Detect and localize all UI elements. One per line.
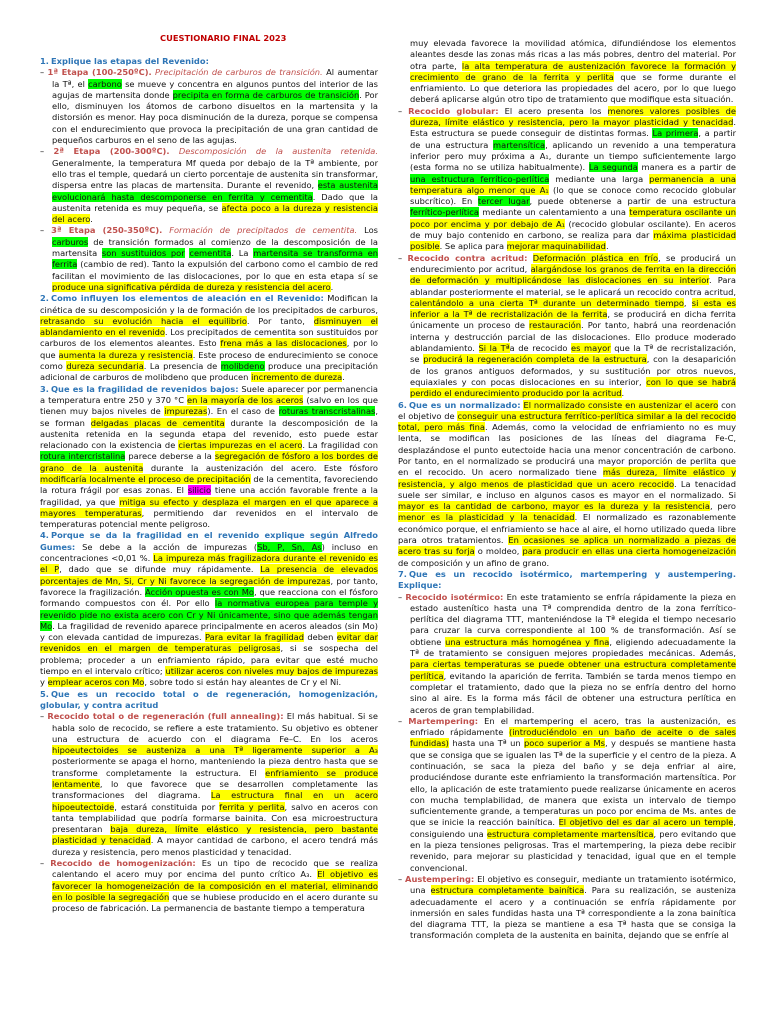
recocido-total: – Recocido total o de regeneración (full annealing): El más habitual. Si se habla solo de recocido, se refiere a este tratamiento. Su objetivo es obtener una estructura de acuerdo con el diagrama Fe–C. En los aceros hipoeutectoides se austeniza a una Tª ligeramente superior a A₃ posteriormente se apaga el horno, manteniendo la pieza dentro hasta que se transforme completamente la estructura. El enfriamiento se produce lentamente, lo que favorece que se desarrollen completamente las transformaciones del diagrama. La estructura final en un acero hipoeutectoide, estará constituida por ferrita y perlita, salvo en aceros con tanta templabilidad que podría formarse bainita. Con esa microestructura presentaran baja dureza, límite elástico y resistencia, pero bastante plasticidad y tenacidad. A mayor cantidad de carbono, el acero tendrá más dureza y resistencia, pero menos plasticidad y tenacidad. bbox=[40, 711, 379, 857]
document-title: CUESTIONARIO FINAL 2023 bbox=[160, 33, 287, 43]
question-2: 2. Como influyen los elementos de aleación en el Revenido: Modifican la cinética de su descomposición y la de formación de los precipitados de carburos, retrasando su evolución hacia el equilibrio. Por tanto, disminuyen el ablandamiento en el revenido. Los precipitados de cementita son sustituidos por carburos de los elementos aleantes. Esto frena más a las dislocaciones, por lo que aumenta la dureza y resistencia. Este proceso de endurecimiento se conoce como dureza secundaria. La presencia de molibdeno produce una precipitación adicional de carburos de molibdeno que producen incremento de dureza. bbox=[40, 293, 379, 383]
etapa-2: – 2ª Etapa (200-300ºC). Descomposición de la austenita retenida. Generalmente, la temperatura Mf queda por debajo de la Tª ambiente, por ello tras el temple, quedará un cierto porcentaje de austenita sin transformar, dispersa entre las placas de martensita. Durante el revenido, esta austenita evolucionará hasta descomponerse en ferrita y cementita. Dado que la austenita retenida es muy pequeña, se afecta poco a la dureza y resistencia del acero. bbox=[40, 146, 379, 225]
austempering: – Austempering: El objetivo es conseguir, mediante un tratamiento isotérmico, una estructura completamente bainítica. Para su realización, se austeniza adecuadamente el acero y a continuación se enfría rápidamente por inmersión en sales fundidas hasta una Tª correspondiente a la zona bainítica del diagrama TTT, la pieza se mantiene a esa Tª hasta que se consiga la transformación completa de la austenita en bainita, dejando que se enfríe al bbox=[398, 873, 737, 941]
etapa-1: – 1ª Etapa (100-250ºC). Precipitación de carburos de transición. Al aumentar la Tª, el carbono se mueve y concentra en algunos puntos del interior de las agujas de martensita donde precipita en forma de carburos de transición. Por ello, disminuyen los átomos de carbono disueltos en la martensita y la distorsión es menor. Hay poca disminución de la dureza, porque se compensa con el endurecimiento que provoca la precipitación de una gran cantidad de pequeños carburos en el seno de las agujas. bbox=[40, 67, 379, 146]
martempering: – Martempering: En el martempering el acero, tras la austenización, es enfriado rápidamente (introduciéndolo en un baño de aceite o de sales fundidas) hasta una Tª un poco superior a Ms, y después se mantiene hasta que se consiga que se igualen las Tª de la superficie y el centro de la pieza. A continuación, se saca la pieza del baño y se deja enfriar al aire, produciéndose durante este enfriamiento la transformación martensítica. Por ello, la aplicación de este tratamiento puede realizarse únicamente en aceros con mucha templabilidad, de manera que exista un intervalo de tiempo suficientemente grande, a temperaturas un poco por encima de Ms. antes de que se inicie la reacción bainítica. El objetivo del es dar al acero un temple, consiguiendo una estructura completamente martensítica, pero evitando que en la pieza tensiones peligrosas. Tras el martempering, la pieza debe recibir revenido, para mejorar su plasticidad y tenacidad, igual que en el temple convencional. bbox=[398, 715, 737, 873]
question-5: 5. Que es un recocido total o de regeneración, homogenización, globular, y contra acritud bbox=[40, 688, 378, 710]
recocido-homogenizacion: – Recocido de homogenización: Es un tipo de recocido que se realiza calentando el acero muy por encima del punto crítico A₃. El objetivo es favorecer la homogeneización de la composición en el material, eliminando en lo posible la segregación que se hubiese producido en el acero durante su proceso de fabricación. La permanencia de bastante tiempo a temperatura bbox=[40, 858, 379, 914]
recocido-contra-acritud: – Recocido contra acritud: Deformación plástica en frío, se producirá un endurecimiento por acritud, alargándose los granos de ferrita en la dirección de deformación y multiplicándose las dislocaciones en su interior. Para ablandar posteriormente el material, se le aplicará un recocido contra acritud, calentándolo a una cierta Tª durante un determinado tiempo, si esta es inferior a la Tª de recristalización de la ferrita, se producirá en dicha ferrita únicamente un proceso de restauración. Por tanto, habrá una reordenación interna y destrucción parcial de las dislocaciones. Ello produce moderado ablandamiento. Si la Tªa de recocido es mayor que la Tª de recristalización, se producirá la regeneración completa de la estructura, con la desaparición de los granos antiguos deformados, y su sustitución por otros nuevos, equiaxiales y con pocas dislocaciones en su interior, con lo que se habrá perdido el endurecimiento producido por la acritud. bbox=[398, 252, 737, 399]
recocido-isotermico: – Recocido isotérmico: En este tratamiento se enfría rápidamente la pieza en estado austenítico hasta una Tª comprendida dentro de la zona ferrítico-perlítica del diagrama TTT, manteniéndose la Tª elegida el tiempo necesario para cruzar la curva correspondiente al 100 % de transformación. Así se obtiene una estructura más homogénea y fina, eligiendo adecuadamente la Tª de tratamiento se consiguen mejores propiedades mecánicas. Además, para ciertas temperaturas se puede obtener una estructura completamente perlítica, evitando la aparición de ferrita. También se tarda menos tiempo en completar el tratamiento, dado que la pieza no se enfría dentro del horno sino al aire. Es la forma más fácil de obtener una estructura perlítica en aceros de gran templabilidad. bbox=[398, 591, 736, 715]
question-1: 1. Explique las etapas del Revenido: bbox=[40, 56, 209, 66]
recocido-homogenizacion-cont: muy elevada favorece la movilidad atómica, difundiéndose los elementos aleantes desde las zonas más ricas a las más pobres, dentro del material. Por otra parte, la alta temperatura de austenización favorece la formación y crecimiento de grano de la ferrita y perlita que se forme durante el enfriamiento. Lo que deteriora las propiedades del acero, por lo que luego deberá aplicarse algún otro tipo de tratamiento que modifique esta situación. bbox=[410, 38, 737, 105]
question-6: 6. Que es un normalizado: El normalizado consiste en austenizar el acero con el objetivo de conseguir una estructura ferrítico-perlítica similar a la del recocido total, pero más fina. Además, como la velocidad de enfriamiento no es muy lenta, se modifican las posiciones de las líneas del diagrama Fe-C, desplazándose el punto eutectoide hacia una menor concentración de carbono. Por tanto, en el normalizado se producirá una mayor proporción de perlita que en el recocido. Un acero normalizado tiene más dureza, límite elástico y resistencia, y algo menos de plasticidad que un acero recocido. La tenacidad suele ser similar, e incluso en algunos casos es mayor en el normalizado. Si mayor es la cantidad de carbono, mayor es la dureza y la resistencia, pero menor es la plasticidad y la tenacidad. El normalizado es razonablemente económico porque, el enfriamiento se hace al aire, el horno utilizado queda libre para otros tratamientos. En ocasiones se aplica un normalizado a piezas de acero tras su forja o moldeo, para producir en ellas una cierta homogeneización de composición y un afino de grano. bbox=[398, 399, 737, 568]
recocido-globular: – Recocido globular: El acero presenta los menores valores posibles de dureza, límite elástico y resistencia, pero la mayor plasticidad y tenacidad. Esta estructura se puede conseguir de distintas formas. La primera, a partir de una estructura martensítica, aplicando un revenido a una temperatura inferior pero muy próxima a A₁, durante un tiempo suficientemente largo (esta forma no se utiliza habitualmente). La segunda manera es a partir de una estructura ferrítico-perlítica mediante una larga permanencia a una temperatura algo menor que A₁ (lo que se conoce como recocido globular subcrítico). En tercer lugar, puede obtenerse a partir de una estructura ferrítico-perlítica mediante un calentamiento a una temperatura oscilante un poco por encima y por debajo de A₁ (recocido globular oscilante). En aceros de muy bajo contenido en carbono, se realiza para dar máxima plasticidad posible. Se aplica para mejorar maquinabilidad. bbox=[398, 105, 737, 252]
left-column bbox=[40, 56, 378, 915]
question-7: 7. Que es un recocido isotérmico, martempering y austempering. Explique: bbox=[398, 568, 736, 591]
question-4: 4. Porque se da la fragilidad en el revenido explique según Alfredo Gumes: Se debe a la acción de impurezas (Sb, P, Sn, As) incluso en concentraciones <0,01 %. La impureza más fragilizadora durante el revenido es el P, dado que se difunde muy rápidamente. La presencia de elevados porcentajes de Mn, Si, Cr y Ni favorece la segregación de impurezas, por tanto, favorece la fragilización. Acción opuesta es con Mo, que reacciona con el fósforo formando compuestos con él. Por ello la normativa europea para temple y revenido pide no exista acero con Cr y Ni únicamente, sino que además tengan Mo. La fragilidad de revenido aparece principalmente en aceros aleados (sin Mo) y con elevada cantidad de impurezas. Para evitar la fragilidad deben evitar dar revenidos en el margen de temperaturas peligrosas, si se sospecha del problema; proceder a un enfriamiento rápido, para evitar que esté mucho tiempo en el intervalo crítico; utilizar aceros con niveles muy bajos de impurezas y emplear aceros con Mo, sobre todo si están hay aleantes de Cr y el Ni. bbox=[40, 530, 379, 688]
etapa-3: – 3ª Etapa (250-350ºC). Formación de precipitados de cementita. Los carburos de transición formados al comienzo de la descomposición de la martensita son sustituidos por cementita. La martensita se transforma en ferrita (cambio de red). Tanto la expulsión del carbono como el cambio de red facilitan el movimiento de las dislocaciones, por lo que en esta etapa sí se produce una significativa pérdida de dureza y resistencia del acero. bbox=[40, 225, 379, 292]
question-3: 3. Que es la fragilidad de revenidos bajos: Suele aparecer por permanencia a temperatura entre 250 y 370 °C en la mayoría de los aceros (salvo en los que tienen muy bajos niveles de impurezas). En el caso de roturas transcristalinas, se forman delgadas placas de cementita durante la descomposición de la austenita retenida en la segunda etapa del revenido, esto puede estar relacionado con la existencia de ciertas impurezas en el acero. La fragilidad con rotura intercristalina parece deberse a la segregación de fósforo a los bordes de grano de la austenita durante la austenización del acero. Este fósforo modificaría localmente el proceso de precipitación de la cementita, favoreciendo la rotura frágil por esas zonas. El silicio tiene una acción favorable frente a la fragilidad, ya que mitiga su efecto y desplaza el margen en el que aparece a mayores temperaturas, permitiendo dar revenidos en el intervalo de temperaturas potencial mente peligroso. bbox=[40, 383, 379, 530]
right-column bbox=[398, 38, 736, 942]
